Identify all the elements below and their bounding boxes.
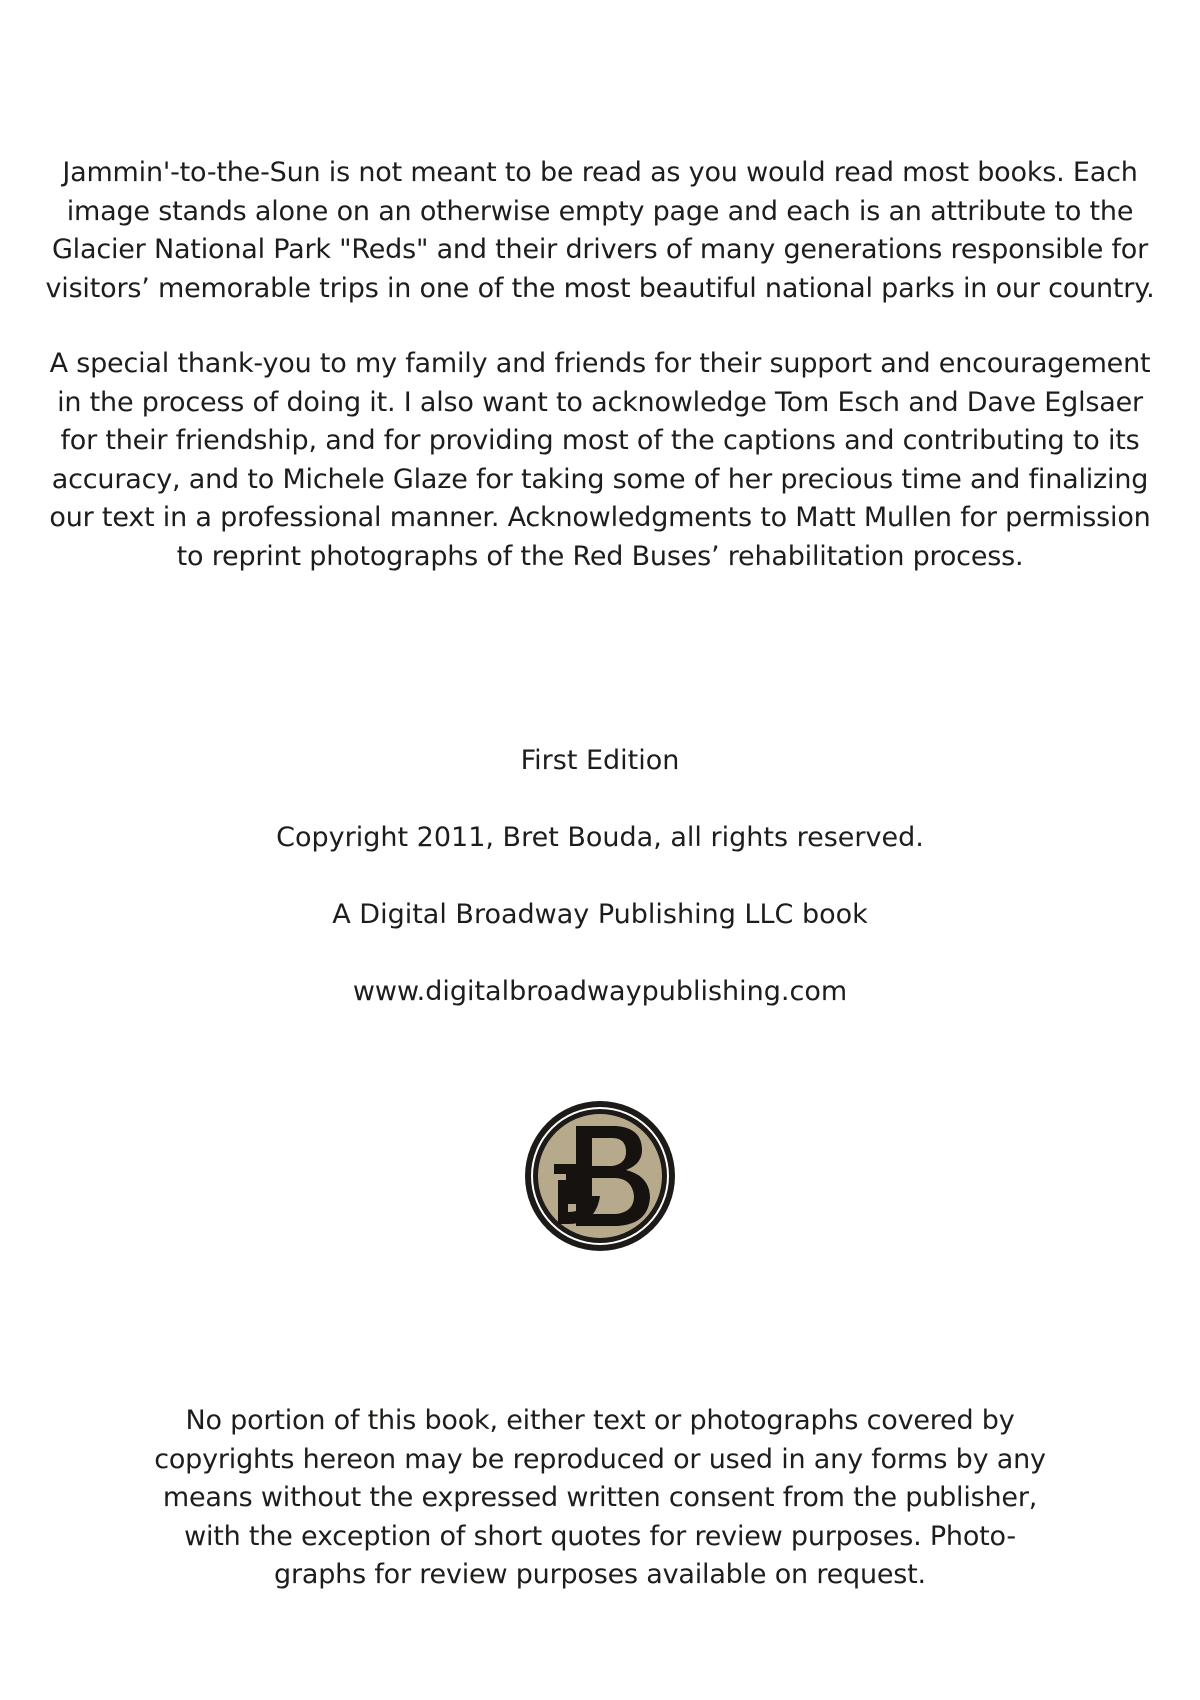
edition-text: First Edition bbox=[520, 745, 680, 776]
legal-line: means without the expressed written consent from the publisher, bbox=[162, 1482, 1038, 1514]
publisher-text: A Digital Broadway Publishing LLC book bbox=[332, 899, 868, 930]
legal-line: No portion of this book, either text or photographs covered by bbox=[185, 1405, 1015, 1436]
intro-line: visitors’ memorable trips in one of the most beautiful national parks in our country. bbox=[45, 272, 1155, 304]
acknowledgments-line: in the process of doing it. I also want to acknowledge Tom Esch and Dave Eglsaer bbox=[57, 386, 1143, 418]
legal-line: with the exception of short quotes for review purposes. Photo- bbox=[184, 1520, 1016, 1552]
acknowledgments-line: for their friendship, and for providing most of the captions and contributing to its bbox=[60, 425, 1140, 457]
acknowledgments-line: to reprint photographs of the Red Buses’ rehabilitation process. bbox=[176, 540, 1024, 572]
publication-info bbox=[40, 0, 1160, 1100]
intro-line: Glacier National Park "Reds" and their drivers of many generations responsible for bbox=[51, 234, 1149, 266]
legal-line: graphs for review purposes available on request. bbox=[274, 1559, 926, 1591]
website-text: www.digitalbroadwaypublishing.com bbox=[352, 976, 848, 1007]
intro-line: image stands alone on an otherwise empty page and each is an attribute to the bbox=[66, 195, 1134, 227]
intro-line: Jammin'-to-the-Sun is not meant to be read as you would read most books. Each bbox=[62, 157, 1138, 188]
acknowledgments-line: our text in a professional manner. Acknowledgments to Matt Mullen for permission bbox=[49, 502, 1151, 534]
acknowledgments-line: A special thank-you to my family and friends for their support and encouragement bbox=[49, 348, 1151, 379]
copyright-text: Copyright 2011, Bret Bouda, all rights reserved. bbox=[276, 822, 924, 853]
publisher-logo-icon bbox=[524, 1100, 676, 1252]
legal-line: copyrights hereon may be reproduced or used in any forms by any bbox=[154, 1443, 1046, 1475]
legal-notice bbox=[40, 1402, 1160, 1595]
acknowledgments-line: accuracy, and to Michele Glaze for taking some of her precious time and finalizing bbox=[51, 463, 1149, 495]
